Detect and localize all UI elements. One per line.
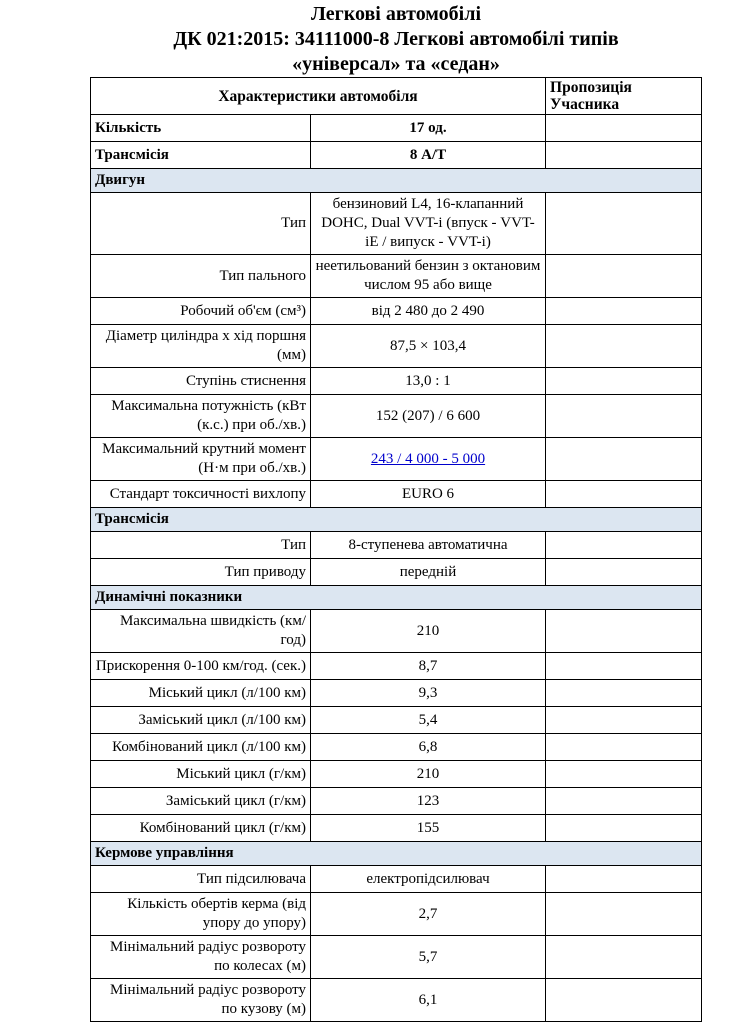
spec-value: 152 (207) / 6 600 <box>311 395 546 438</box>
table-row <box>91 193 702 255</box>
table-row <box>91 788 702 815</box>
section-row <box>91 508 702 532</box>
spec-value: 210 <box>311 761 546 788</box>
spec-label: Тип пального <box>91 255 311 298</box>
title-line-2: ДК 021:2015: 34111000-8 Легкові автомобілі типів <box>173 28 619 50</box>
table-row <box>91 761 702 788</box>
title-line-1: Легкові автомобілі <box>310 3 482 25</box>
spec-value: 8-ступенева автоматична <box>311 532 546 559</box>
table-row <box>91 680 702 707</box>
spec-value: передній <box>311 559 546 586</box>
section-header: Динамічні показники <box>91 586 702 610</box>
proposal-cell <box>546 559 702 586</box>
proposal-cell <box>546 788 702 815</box>
proposal-cell <box>546 395 702 438</box>
spec-value: 5,7 <box>311 936 546 979</box>
spec-label: Заміський цикл (л/100 км) <box>91 707 311 734</box>
spec-label: Стандарт токсичності вихлопу <box>91 481 311 508</box>
spec-label: Прискорення 0-100 км/год. (сек.) <box>91 653 311 680</box>
proposal-cell <box>546 734 702 761</box>
table-row <box>91 936 702 979</box>
spec-value: 2,7 <box>311 893 546 936</box>
table-row <box>91 255 702 298</box>
proposal-cell <box>546 298 702 325</box>
table-row <box>91 866 702 893</box>
spec-label: Тип підсилювача <box>91 866 311 893</box>
torque-link[interactable]: 243 / 4 000 - 5 000 <box>370 450 486 467</box>
spec-label: Робочий об'єм (см³) <box>91 298 311 325</box>
spec-label: Максимальна потужність (кВт (к.с.) при об./хв.) <box>91 395 311 438</box>
table-row <box>91 438 702 481</box>
table-row <box>91 298 702 325</box>
spec-label: Трансмісія <box>91 142 311 169</box>
spec-value: 6,1 <box>311 979 546 1022</box>
proposal-cell <box>546 142 702 169</box>
spec-value <box>311 438 546 481</box>
table-row <box>91 734 702 761</box>
proposal-cell <box>546 707 702 734</box>
proposal-cell <box>546 893 702 936</box>
proposal-cell <box>546 255 702 298</box>
spec-label: Комбінований цикл (г/км) <box>91 815 311 842</box>
spec-value: EURO 6 <box>311 481 546 508</box>
spec-label: Тип <box>91 532 311 559</box>
spec-value: неетильований бензин з октановим числом 95 або вище <box>311 255 546 298</box>
proposal-cell <box>546 193 702 255</box>
section-header: Двигун <box>91 169 702 193</box>
table-row <box>91 979 702 1022</box>
table-header-row <box>91 78 702 115</box>
spec-label: Мінімальний радіус розвороту по кузову (м) <box>91 979 311 1022</box>
spec-label: Комбінований цикл (л/100 км) <box>91 734 311 761</box>
column-header-proposal: Пропозиція Учасника <box>546 78 702 115</box>
table-row <box>91 610 702 653</box>
spec-label: Кількість <box>91 115 311 142</box>
spec-label: Міський цикл (л/100 км) <box>91 680 311 707</box>
proposal-cell <box>546 866 702 893</box>
proposal-cell <box>546 532 702 559</box>
table-row <box>91 395 702 438</box>
spec-value: 87,5 × 103,4 <box>311 325 546 368</box>
spec-value: 210 <box>311 610 546 653</box>
proposal-cell <box>546 680 702 707</box>
table-row <box>91 893 702 936</box>
proposal-cell <box>546 815 702 842</box>
spec-value: бензиновий L4, 16-клапанний DOHC, Dual VVT-i (впуск - VVT-iE / випуск - VVT-i) <box>311 193 546 255</box>
table-row <box>91 481 702 508</box>
proposal-cell <box>546 936 702 979</box>
spec-value: 6,8 <box>311 734 546 761</box>
proposal-cell <box>546 368 702 395</box>
spec-value: 9,3 <box>311 680 546 707</box>
spec-table <box>90 77 702 1022</box>
table-row <box>91 115 702 142</box>
table-row <box>91 707 702 734</box>
spec-label: Міський цикл (г/км) <box>91 761 311 788</box>
spec-label: Максимальна швидкість (км/год) <box>91 610 311 653</box>
section-row <box>91 169 702 193</box>
document-title <box>90 0 702 77</box>
spec-label: Тип <box>91 193 311 255</box>
section-header: Кермове управління <box>91 842 702 866</box>
column-header-characteristics: Характеристики автомобіля <box>91 78 546 115</box>
proposal-cell <box>546 653 702 680</box>
spec-value: 8,7 <box>311 653 546 680</box>
table-row <box>91 532 702 559</box>
proposal-cell <box>546 481 702 508</box>
section-header: Трансмісія <box>91 508 702 532</box>
title-line-3: «універсал» та «седан» <box>292 53 500 75</box>
spec-label: Тип приводу <box>91 559 311 586</box>
section-row <box>91 586 702 610</box>
spec-label: Кількість обертів керма (від упору до упору) <box>91 893 311 936</box>
proposal-cell <box>546 979 702 1022</box>
spec-label: Заміський цикл (г/км) <box>91 788 311 815</box>
spec-value: електропідсилювач <box>311 866 546 893</box>
table-row <box>91 653 702 680</box>
spec-label: Діаметр циліндра х хід поршня (мм) <box>91 325 311 368</box>
table-row <box>91 142 702 169</box>
proposal-cell <box>546 325 702 368</box>
spec-value: 123 <box>311 788 546 815</box>
table-row <box>91 815 702 842</box>
table-row <box>91 325 702 368</box>
spec-value: 13,0 : 1 <box>311 368 546 395</box>
spec-value: 155 <box>311 815 546 842</box>
spec-label: Мінімальний радіус розвороту по колесах (м) <box>91 936 311 979</box>
section-row <box>91 842 702 866</box>
proposal-cell <box>546 438 702 481</box>
proposal-cell <box>546 761 702 788</box>
spec-value: від 2 480 до 2 490 <box>311 298 546 325</box>
spec-value: 8 А/Т <box>311 142 546 169</box>
proposal-cell <box>546 115 702 142</box>
proposal-cell <box>546 610 702 653</box>
spec-label: Ступінь стиснення <box>91 368 311 395</box>
spec-value: 5,4 <box>311 707 546 734</box>
table-row <box>91 559 702 586</box>
table-row <box>91 368 702 395</box>
spec-value: 17 од. <box>311 115 546 142</box>
table-body <box>91 115 702 1022</box>
spec-label: Максимальний крутний момент (Н·м при об./хв.) <box>91 438 311 481</box>
